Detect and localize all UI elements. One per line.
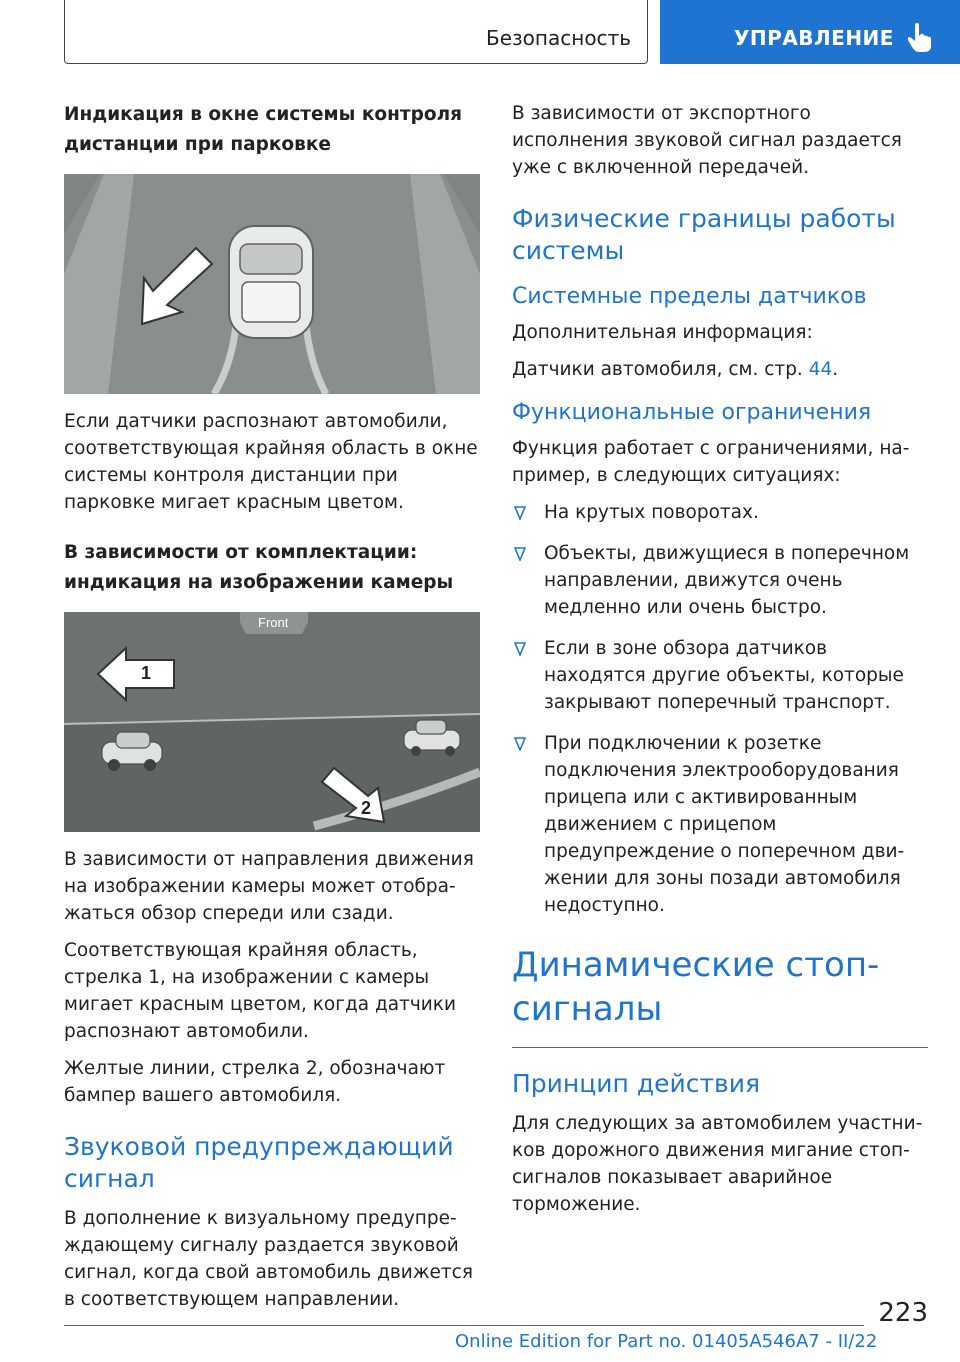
edition-text: Online Edition for Part no. 01405A546A7 - II/22 [455, 1331, 878, 1352]
limitations-list [512, 499, 928, 919]
sound-warning-heading: Звуковой предупреждающий сигнал [64, 1132, 454, 1193]
hand-pointer-icon [906, 22, 934, 54]
list-item-text: При подключении к розетке подключения электрооборудования прицепа или с активированным движением с прицепом предупреждение о поперечном движении для зоны позади автомобиля недоступно. [544, 733, 905, 916]
more-info-text: Дополнительная информация: [512, 322, 813, 343]
functional-limits-text: Функция работает с ограничениями, например, в следующих ситуациях: [512, 438, 910, 486]
list-item-text: Объекты, движущиеся в поперечном направлении, движутся очень медленно или очень быстро. [544, 543, 910, 618]
list-item-text: На крутых поворотах. [544, 502, 759, 523]
callout-1: 1 [141, 663, 152, 683]
camera-view-figure [64, 612, 480, 832]
functional-limits-heading: Функциональные ограничения [512, 400, 872, 425]
right-column [512, 100, 928, 1228]
list-item [512, 730, 928, 919]
header-section-box [64, 0, 648, 64]
sensor-reference-prefix: Датчики автомобиля, см. стр. [512, 359, 809, 380]
parking-display-heading: Индикация в окне системы контроля дистанции при парковке [64, 104, 462, 155]
heading-divider [512, 1047, 928, 1048]
parking-sensor-figure [64, 174, 480, 394]
list-item [512, 635, 928, 716]
parking-sensor-illustration [64, 174, 480, 394]
triangle-bullet-icon [514, 737, 526, 751]
sound-warning-text: В дополнение к визуальному предупреждающему сигналу раздается звуковой сигнал, когда свой автомобиль движется в соответствующем направлении. [64, 1208, 473, 1310]
principle-text: Для следующих за автомобилем участников дорожного движения мигание стоп-сигналов показывает аварийное торможение. [512, 1113, 923, 1215]
triangle-bullet-icon [514, 547, 526, 561]
list-item-text: Если в зоне обзора датчиков находятся другие объекты, которые закрывают поперечный транспорт. [544, 638, 904, 713]
list-item [512, 540, 928, 621]
triangle-bullet-icon [514, 506, 526, 520]
sensor-reference-suffix: . [832, 359, 839, 380]
camera-front-label: Front [258, 615, 289, 630]
dynamic-brake-lights-heading: Динамические стоп-сигналы [512, 945, 880, 1029]
callout-2: 2 [361, 798, 372, 818]
page-number: 223 [878, 1298, 928, 1328]
camera-display-heading: В зависимости от комплектации: индикация на изображении камеры [64, 542, 454, 593]
triangle-bullet-icon [514, 642, 526, 656]
section-title: Безопасность [486, 26, 631, 50]
chapter-tab[interactable] [660, 0, 960, 64]
system-limits-heading: Физические границы работы системы [512, 204, 896, 265]
export-version-text: В зависимости от экспортного исполнения звуковой сигнал раздается уже с включенной передачей. [512, 103, 902, 178]
chapter-title: УПРАВЛЕНИЕ [734, 26, 894, 50]
footer-divider [64, 1325, 864, 1326]
parking-display-text: Если датчики распознают автомобили, соответствующая крайняя область в окне системы контроля дистанции при парковке мигает красным цветом. [64, 411, 478, 513]
principle-heading: Принцип действия [512, 1069, 761, 1098]
sensor-page-link[interactable]: 44 [808, 359, 833, 380]
camera-arrow1-text: Соответствующая крайняя область, стрелка 1, на изображении с камеры мигает красным цветом, когда датчики распознают автомобили. [64, 940, 457, 1042]
sensor-reference-text [512, 356, 928, 383]
camera-direction-text: В зависимости от направления движения на изображении камеры может отображаться обзор спереди или сзади. [64, 849, 474, 924]
sensor-limits-heading: Системные пределы датчиков [512, 284, 867, 309]
camera-arrow2-text: Желтые линии, стрелка 2, обозначают бампер вашего автомобиля. [64, 1058, 446, 1106]
left-column [64, 100, 480, 1323]
list-item [512, 499, 928, 526]
camera-view-illustration [64, 612, 480, 832]
